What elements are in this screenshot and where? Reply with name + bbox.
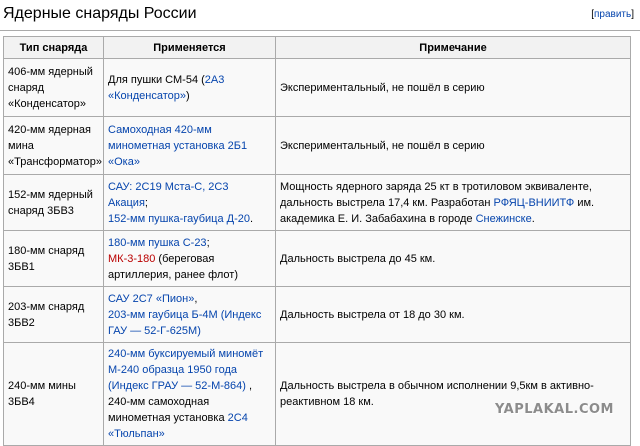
cell-text: . [531, 212, 535, 225]
cell-type: 203-мм снаряд 3БВ2 [4, 287, 104, 343]
cell-text: 240-мм самоходная минометная установка [108, 396, 228, 424]
cell-text: Дальность выстрела до 45 км. [280, 252, 436, 265]
cell-type: 180-мм снаряд 3БВ1 [4, 231, 104, 287]
cell-text: , [194, 292, 198, 305]
cell-text: им. академика Е. И. Забабахина в городе [280, 196, 595, 225]
wiki-link[interactable]: Снежинске [475, 212, 532, 225]
cell-note [276, 175, 631, 231]
cell-text: , [245, 380, 253, 392]
table-header-row [4, 37, 631, 59]
wiki-link[interactable]: 2А3 «Конденсатор» [108, 73, 225, 102]
edit-section [591, 9, 634, 20]
cell-applied [104, 231, 276, 287]
section-title: Ядерные снаряды России [3, 5, 197, 22]
wiki-link[interactable]: РФЯЦ-ВНИИТФ [493, 196, 575, 209]
section-header [0, 0, 640, 31]
edit-link[interactable]: править [593, 9, 632, 20]
wiki-link[interactable]: 180-мм пушка С-23 [108, 236, 207, 249]
wiki-link[interactable]: 203-мм гаубица Б-4М (Индекс ГАУ — 52-Г-625М) [108, 308, 262, 337]
wiki-redlink[interactable]: МК-3-180 [108, 252, 156, 265]
wiki-link[interactable]: САУ 2С7 «Пион» [108, 292, 195, 305]
edit-bracket-close: ] [631, 9, 634, 20]
cell-text: Мощность ядерного заряда 25 кт в тротиловом эквиваленте, дальность выстрела 17,4 км. Разработан [280, 180, 592, 209]
cell-text: ; [206, 236, 210, 249]
cell-note [276, 343, 631, 446]
wiki-link[interactable]: САУ: 2С19 Мста-С, 2С3 Акация [108, 180, 229, 209]
wiki-link[interactable]: Самоходная 420-мм минометная установка 2Б1 «Ока» [108, 123, 248, 168]
cell-text: ) [185, 89, 190, 102]
cell-type: 152-мм ядерный снаряд 3БВ3 [4, 175, 104, 231]
cell-text: Дальность выстрела от 18 до 30 км. [280, 308, 465, 321]
cell-text: . [249, 212, 254, 225]
cell-note [276, 231, 631, 287]
cell-applied [104, 287, 276, 343]
table-row [4, 231, 631, 287]
cell-type: 240-мм мины 3БВ4 [4, 343, 104, 446]
cell-text: (береговая артиллерия, ранее флот) [108, 252, 238, 281]
cell-applied [104, 117, 276, 175]
wiki-link[interactable]: 152-мм пушка-гаубица Д-20 [108, 212, 250, 225]
table-row [4, 287, 631, 343]
cell-applied [104, 59, 276, 117]
edit-bracket-open: [ [591, 9, 594, 20]
table-row [4, 343, 631, 446]
table-row [4, 59, 631, 117]
column-header-type: Тип снаряда [4, 37, 104, 59]
cell-applied [104, 175, 276, 231]
watermark: YAPLAKAL.COM [495, 402, 614, 417]
wiki-link[interactable]: 240-мм буксируемый миномёт М-240 образца 1950 года (Индекс ГРАУ — 52-М-864) [108, 348, 264, 392]
table-row [4, 117, 631, 175]
cell-applied [104, 343, 276, 446]
cell-type: 406-мм ядерный снаряд «Конденсатор» [4, 59, 104, 117]
cell-text: Для пушки СМ-54 ( [108, 73, 205, 86]
cell-text: ; [144, 196, 148, 209]
cell-text: Экспериментальный, не пошёл в серию [280, 81, 485, 94]
wiki-link[interactable]: 2С4 «Тюльпан» [108, 412, 248, 440]
cell-note [276, 59, 631, 117]
cell-type: 420-мм ядерная мина «Трансформатор» [4, 117, 104, 175]
cell-note [276, 117, 631, 175]
cell-text: Дальность выстрела в обычном исполнении 9,5км в активно-реактивном 18 км. [280, 380, 594, 408]
column-header-applied: Применяется [104, 37, 276, 59]
column-header-note: Примечание [276, 37, 631, 59]
shells-table [3, 36, 631, 446]
cell-note [276, 287, 631, 343]
cell-text: Экспериментальный, не пошёл в серию [280, 139, 485, 152]
table-row [4, 175, 631, 231]
